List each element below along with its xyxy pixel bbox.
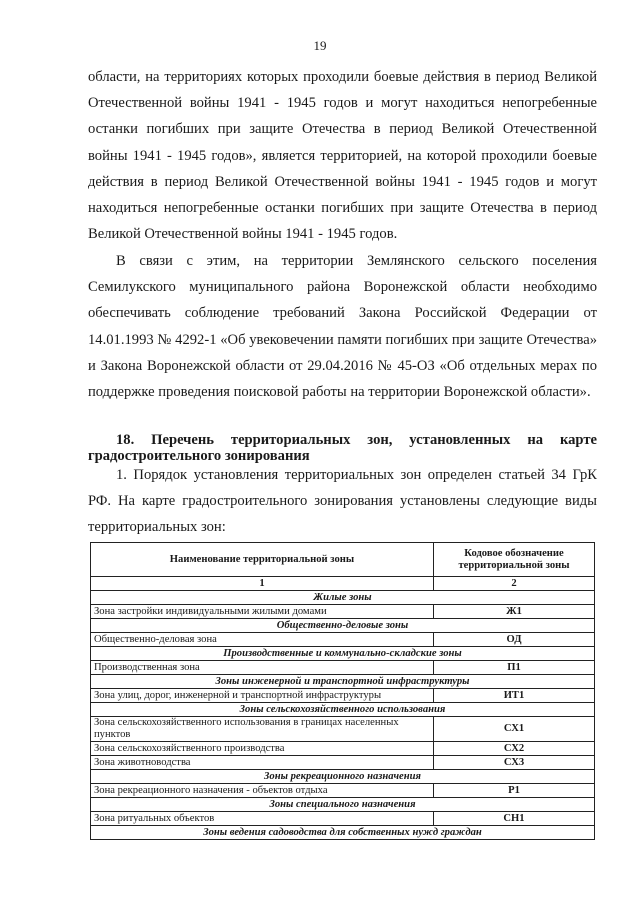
table-body <box>91 591 595 840</box>
zone-name-cell: Зона сельскохозяйственного производства <box>91 742 434 756</box>
zone-group-title: Зоны рекреационного назначения <box>91 770 595 784</box>
zone-name-cell: Зона сельскохозяйственного использования в границах населенных пунктов <box>91 717 434 742</box>
zone-group-title: Жилые зоны <box>91 591 595 605</box>
table-row <box>91 717 595 742</box>
zone-name-cell: Общественно-деловая зона <box>91 633 434 647</box>
zone-name-cell: Зона застройки индивидуальными жилыми домами <box>91 605 434 619</box>
zone-name-cell: Зона животноводства <box>91 756 434 770</box>
zone-group-row <box>91 798 595 812</box>
zone-code-cell: Ж1 <box>434 605 595 619</box>
zone-group-row <box>91 770 595 784</box>
section-heading: 18. Перечень территориальных зон, установленных на карте градостроительного зонирования <box>88 432 597 464</box>
zone-group-title: Общественно-деловые зоны <box>91 619 595 633</box>
page-number: 19 <box>313 38 327 53</box>
column-number-2: 2 <box>434 577 595 591</box>
zone-name-cell: Зона ритуальных объектов <box>91 812 434 826</box>
zone-group-title: Зоны специального назначения <box>91 798 595 812</box>
header-zone-code: Кодовое обозначение территориальной зоны <box>434 543 595 577</box>
column-number-1: 1 <box>91 577 434 591</box>
zone-code-cell: ИТ1 <box>434 689 595 703</box>
zone-group-row <box>91 826 595 840</box>
paragraph-2: В связи с этим, на территории Землянского сельского поселения Семилукского муниципального района Воронежской области необходимо обеспечивать соблюдение требований Закона Российской Федерации от 14.01.1993 № 4292-1 «Об увековечении памяти погибших при защите Отечества» и Закона Воронежской области от 29.04.2016 № 45-ОЗ «Об отдельных мерах по поддержке проведения поисковой работы на территории Воронежской области». <box>88 253 597 401</box>
zone-group-title: Зоны ведения садоводства для собственных нужд граждан <box>91 826 595 840</box>
table-header-row <box>91 543 595 577</box>
table-row <box>91 661 595 675</box>
zone-code-cell: СН1 <box>434 812 595 826</box>
table-row <box>91 605 595 619</box>
zone-code-cell: СХ2 <box>434 742 595 756</box>
zone-code-cell: ОД <box>434 633 595 647</box>
table-row <box>91 742 595 756</box>
zone-group-row <box>91 619 595 633</box>
zone-group-row <box>91 675 595 689</box>
zone-group-row <box>91 591 595 605</box>
table-row <box>91 689 595 703</box>
zone-group-title: Производственные и коммунально-складские зоны <box>91 647 595 661</box>
zone-code-cell: Р1 <box>434 784 595 798</box>
zone-name-cell: Зона улиц, дорог, инженерной и транспортной инфраструктуры <box>91 689 434 703</box>
zone-code-cell: П1 <box>434 661 595 675</box>
paragraph-3: 1. Порядок установления территориальных зон определен статьей 34 ГрК РФ. На карте градостроительного зонирования установлены следующие виды территориальных зон: <box>88 467 597 536</box>
table-row <box>91 756 595 770</box>
zone-code-cell: СХ1 <box>434 717 595 742</box>
territorial-zones-table <box>90 542 595 840</box>
table-row <box>91 784 595 798</box>
zone-group-row <box>91 647 595 661</box>
paragraph-1: области, на территориях которых проходили боевые действия в период Великой Отечественной войны 1941 - 1945 годов и могут находиться непогребенные останки погибших при защите Отечества в период Великой Отечественной войны 1941 - 1945 годов», является территорией, на которой проходили боевые действия в период Великой Отечественной войны 1941 - 1945 годов и могут находиться непогребенные останки погибших при защите Отечества в период Великой Отечественной войны 1941 - 1945 годов. <box>88 69 597 243</box>
header-zone-name: Наименование территориальной зоны <box>91 543 434 577</box>
table-row <box>91 633 595 647</box>
zone-code-cell: СХ3 <box>434 756 595 770</box>
column-number-row <box>91 577 595 591</box>
table-row <box>91 812 595 826</box>
zone-name-cell: Зона рекреационного назначения - объектов отдыха <box>91 784 434 798</box>
zone-group-title: Зоны сельскохозяйственного использования <box>91 703 595 717</box>
zone-name-cell: Производственная зона <box>91 661 434 675</box>
zone-group-row <box>91 703 595 717</box>
zone-group-title: Зоны инженерной и транспортной инфраструктуры <box>91 675 595 689</box>
